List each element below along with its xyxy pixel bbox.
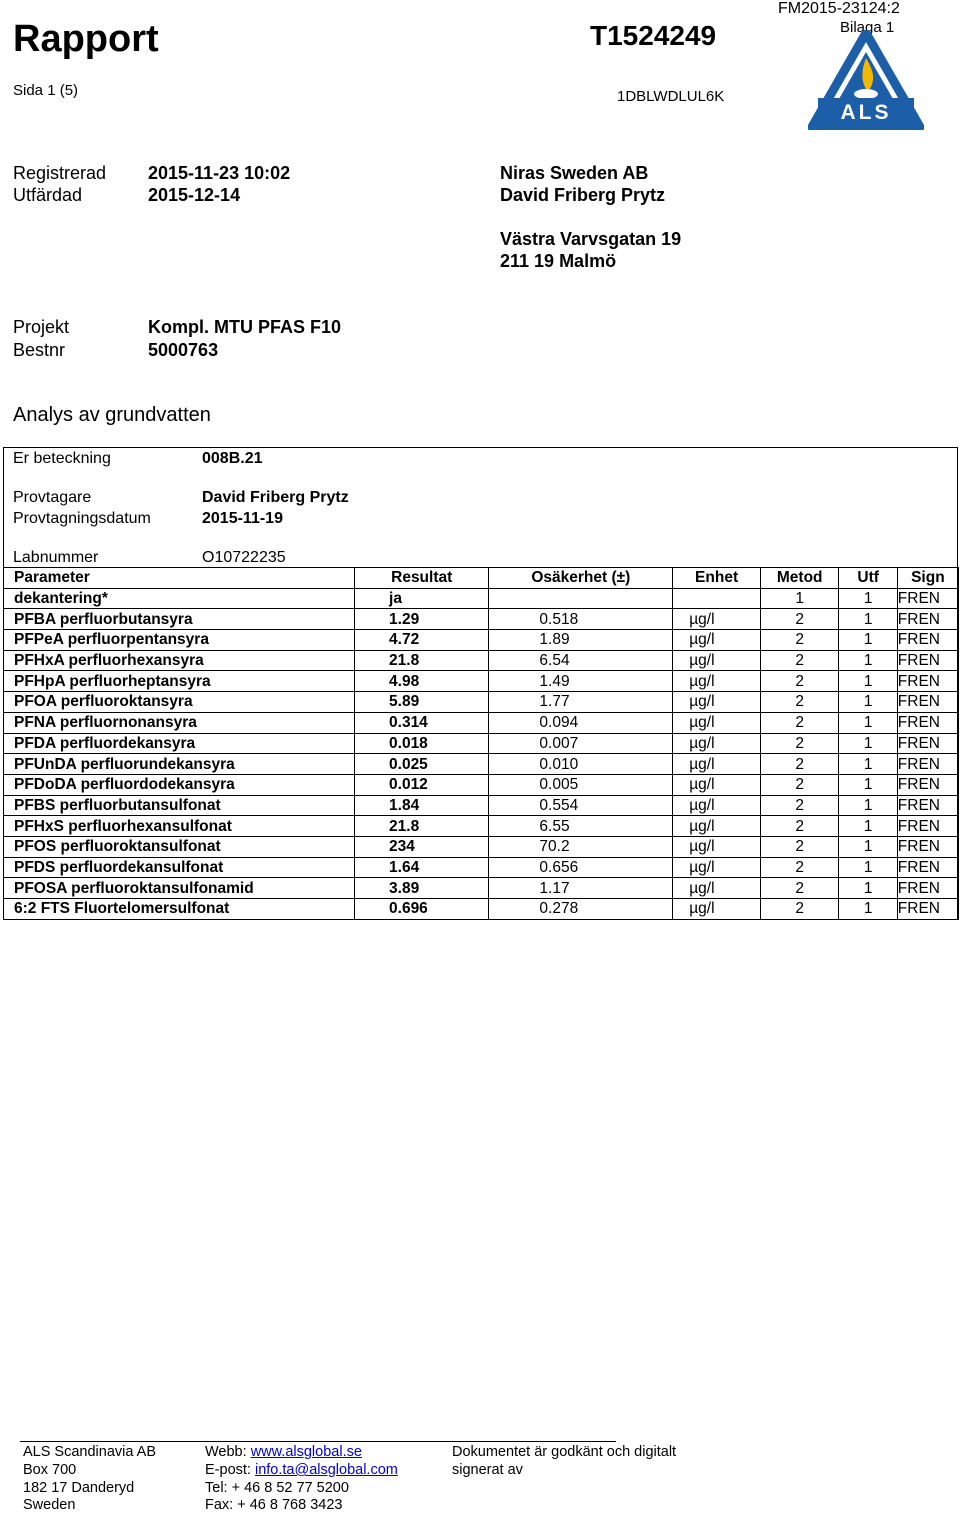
cell-uncertainty: 0.005 xyxy=(489,774,673,795)
cell-unit: µg/l xyxy=(673,733,761,754)
cell-utf: 1 xyxy=(839,899,897,920)
cell-sign: FREN xyxy=(897,878,958,899)
cell-method: 2 xyxy=(760,754,839,775)
cell-method: 2 xyxy=(760,836,839,857)
cell-result: 1.84 xyxy=(355,795,489,816)
cell-parameter: PFDS perfluordekansulfonat xyxy=(4,857,355,878)
footer-email xyxy=(205,1462,398,1478)
lab-value: O10722235 xyxy=(202,549,286,566)
cell-uncertainty: 0.278 xyxy=(489,899,673,920)
report-title: Rapport xyxy=(13,18,159,60)
cell-sign: FREN xyxy=(897,816,958,837)
cell-sign: FREN xyxy=(897,588,958,609)
table-row xyxy=(4,650,959,671)
footer-signed-1: Dokumentet är godkänt och digitalt xyxy=(452,1444,677,1460)
cell-uncertainty: 6.54 xyxy=(489,650,673,671)
cell-sign: FREN xyxy=(897,650,958,671)
cell-parameter: PFDA perfluordekansyra xyxy=(4,733,355,754)
cell-uncertainty: 0.007 xyxy=(489,733,673,754)
footer-divider xyxy=(20,1441,616,1442)
cell-parameter: PFOA perfluoroktansyra xyxy=(4,692,355,713)
cell-sign: FREN xyxy=(897,609,958,630)
cell-uncertainty: 0.518 xyxy=(489,609,673,630)
cell-method: 2 xyxy=(760,816,839,837)
cell-sign: FREN xyxy=(897,857,958,878)
cell-uncertainty: 70.2 xyxy=(489,836,673,857)
web-link[interactable]: www.alsglobal.se xyxy=(250,1444,362,1460)
cell-utf: 1 xyxy=(839,836,897,857)
table-header-row xyxy=(4,568,959,589)
designation-value: 008B.21 xyxy=(202,450,263,467)
cell-sign: FREN xyxy=(897,630,958,651)
cell-method: 2 xyxy=(760,609,839,630)
cell-sign: FREN xyxy=(897,692,958,713)
col-method: Metod xyxy=(760,568,839,589)
cell-unit: µg/l xyxy=(673,857,761,878)
cell-method: 1 xyxy=(760,588,839,609)
cell-parameter: PFHxA perfluorhexansyra xyxy=(4,650,355,671)
cell-uncertainty: 1.49 xyxy=(489,671,673,692)
cell-result: 234 xyxy=(355,836,489,857)
table-row xyxy=(4,712,959,733)
cell-parameter: PFHpA perfluorheptansyra xyxy=(4,671,355,692)
col-parameter: Parameter xyxy=(4,568,355,589)
registered-label: Registrerad xyxy=(13,163,107,183)
cell-unit: µg/l xyxy=(673,836,761,857)
cell-parameter: PFBA perfluorbutansyra xyxy=(4,609,355,630)
registered-value: 2015-11-23 10:02 xyxy=(148,163,291,183)
cell-parameter: PFPeA perfluorpentansyra xyxy=(4,630,355,651)
table-row xyxy=(4,588,959,609)
cell-result: 0.018 xyxy=(355,733,489,754)
report-number: T1524249 xyxy=(590,20,717,51)
cell-uncertainty: 0.554 xyxy=(489,795,673,816)
als-logo xyxy=(808,30,924,130)
cell-unit: µg/l xyxy=(673,650,761,671)
recipient-street: Västra Varvsgatan 19 xyxy=(500,229,682,249)
cell-parameter: PFOSA perfluoroktansulfonamid xyxy=(4,878,355,899)
recipient-contact: David Friberg Prytz xyxy=(500,185,666,205)
date-value: 2015-11-19 xyxy=(202,510,283,527)
cell-method: 2 xyxy=(760,774,839,795)
cell-utf: 1 xyxy=(839,795,897,816)
table-row xyxy=(4,899,959,920)
form-id: FM2015-23124:2 xyxy=(778,0,900,17)
cell-unit: µg/l xyxy=(673,795,761,816)
table-row xyxy=(4,630,959,651)
date-label: Provtagningsdatum xyxy=(13,510,151,527)
cell-result: 0.696 xyxy=(355,899,489,920)
cell-sign: FREN xyxy=(897,733,958,754)
document-id: 1DBLWDLUL6K xyxy=(617,88,725,105)
cell-result: 1.29 xyxy=(355,609,489,630)
recipient-city: 211 19 Malmö xyxy=(500,251,617,271)
table-row xyxy=(4,857,959,878)
cell-unit: µg/l xyxy=(673,630,761,651)
cell-uncertainty: 1.77 xyxy=(489,692,673,713)
cell-unit: µg/l xyxy=(673,671,761,692)
cell-parameter: PFNA perfluornonansyra xyxy=(4,712,355,733)
footer-web xyxy=(205,1444,362,1460)
cell-uncertainty: 1.89 xyxy=(489,630,673,651)
order-label: Bestnr xyxy=(13,340,66,360)
cell-result: 0.012 xyxy=(355,774,489,795)
footer-signed-2: signerat av xyxy=(452,1462,523,1478)
cell-utf: 1 xyxy=(839,609,897,630)
cell-result: 4.72 xyxy=(355,630,489,651)
email-link[interactable]: info.ta@alsglobal.com xyxy=(254,1462,398,1478)
cell-result: 1.64 xyxy=(355,857,489,878)
cell-parameter: dekantering* xyxy=(4,588,355,609)
cell-parameter: PFDoDA perfluordodekansyra xyxy=(4,774,355,795)
cell-result: 0.314 xyxy=(355,712,489,733)
cell-parameter: PFOS perfluoroktansulfonat xyxy=(4,836,355,857)
cell-utf: 1 xyxy=(839,878,897,899)
table-row xyxy=(4,816,959,837)
cell-method: 2 xyxy=(760,878,839,899)
table-row xyxy=(4,754,959,775)
cell-utf: 1 xyxy=(839,774,897,795)
cell-result: 21.8 xyxy=(355,650,489,671)
col-uncertainty: Osäkerhet (±) xyxy=(489,568,673,589)
cell-utf: 1 xyxy=(839,650,897,671)
cell-method: 2 xyxy=(760,630,839,651)
web-label: Webb: xyxy=(205,1444,251,1460)
col-unit: Enhet xyxy=(673,568,761,589)
cell-utf: 1 xyxy=(839,712,897,733)
cell-result: ja xyxy=(355,588,489,609)
issued-label: Utfärdad xyxy=(13,185,83,205)
col-utf: Utf xyxy=(839,568,897,589)
cell-uncertainty: 0.094 xyxy=(489,712,673,733)
footer-country: Sweden xyxy=(23,1497,76,1513)
email-label: E-post: xyxy=(205,1462,255,1478)
order-value: 5000763 xyxy=(148,340,219,360)
table-row xyxy=(4,795,959,816)
cell-unit xyxy=(673,588,761,609)
cell-utf: 1 xyxy=(839,733,897,754)
cell-uncertainty: 0.010 xyxy=(489,754,673,775)
footer-box: Box 700 xyxy=(23,1462,77,1478)
cell-sign: FREN xyxy=(897,712,958,733)
cell-parameter: 6:2 FTS Fluortelomersulfonat xyxy=(4,899,355,920)
cell-result: 21.8 xyxy=(355,816,489,837)
cell-method: 2 xyxy=(760,692,839,713)
page-number: Sida 1 (5) xyxy=(13,82,79,99)
cell-result: 4.98 xyxy=(355,671,489,692)
cell-result: 3.89 xyxy=(355,878,489,899)
cell-utf: 1 xyxy=(839,754,897,775)
table-row xyxy=(4,609,959,630)
cell-method: 2 xyxy=(760,650,839,671)
cell-utf: 1 xyxy=(839,630,897,651)
cell-unit: µg/l xyxy=(673,754,761,775)
cell-utf: 1 xyxy=(839,671,897,692)
cell-sign: FREN xyxy=(897,671,958,692)
table-row xyxy=(4,878,959,899)
cell-uncertainty: 1.17 xyxy=(489,878,673,899)
table-row xyxy=(4,671,959,692)
table-row xyxy=(4,692,959,713)
analysis-title: Analys av grundvatten xyxy=(13,404,211,426)
cell-result: 0.025 xyxy=(355,754,489,775)
cell-utf: 1 xyxy=(839,692,897,713)
cell-method: 2 xyxy=(760,733,839,754)
cell-unit: µg/l xyxy=(673,692,761,713)
results-table xyxy=(3,567,959,920)
cell-method: 2 xyxy=(760,857,839,878)
cell-utf: 1 xyxy=(839,857,897,878)
cell-method: 2 xyxy=(760,712,839,733)
lab-label: Labnummer xyxy=(13,549,99,566)
cell-method: 2 xyxy=(760,899,839,920)
cell-sign: FREN xyxy=(897,836,958,857)
cell-unit: µg/l xyxy=(673,609,761,630)
cell-unit: µg/l xyxy=(673,816,761,837)
footer-fax: Fax: + 46 8 768 3423 xyxy=(205,1497,343,1513)
designation-label: Er beteckning xyxy=(13,450,111,467)
cell-parameter: PFUnDA perfluorundekansyra xyxy=(4,754,355,775)
cell-utf: 1 xyxy=(839,816,897,837)
cell-method: 2 xyxy=(760,795,839,816)
cell-sign: FREN xyxy=(897,795,958,816)
project-value: Kompl. MTU PFAS F10 xyxy=(148,317,342,337)
cell-result: 5.89 xyxy=(355,692,489,713)
cell-parameter: PFHxS perfluorhexansulfonat xyxy=(4,816,355,837)
cell-sign: FREN xyxy=(897,899,958,920)
cell-unit: µg/l xyxy=(673,878,761,899)
cell-sign: FREN xyxy=(897,774,958,795)
project-label: Projekt xyxy=(13,317,70,337)
cell-uncertainty: 0.656 xyxy=(489,857,673,878)
cell-sign: FREN xyxy=(897,754,958,775)
table-row xyxy=(4,774,959,795)
recipient-company: Niras Sweden AB xyxy=(500,163,649,183)
sampler-value: David Friberg Prytz xyxy=(202,489,349,506)
issued-value: 2015-12-14 xyxy=(148,185,241,205)
table-row xyxy=(4,733,959,754)
attachment-label: Bilaga 1 xyxy=(840,19,895,36)
footer-tel: Tel: + 46 8 52 77 5200 xyxy=(205,1480,349,1496)
sampler-label: Provtagare xyxy=(13,489,92,506)
cell-unit: µg/l xyxy=(673,712,761,733)
cell-method: 2 xyxy=(760,671,839,692)
cell-parameter: PFBS perfluorbutansulfonat xyxy=(4,795,355,816)
logo-text: ALS xyxy=(840,101,892,124)
cell-utf: 1 xyxy=(839,588,897,609)
footer-company: ALS Scandinavia AB xyxy=(23,1444,157,1460)
cell-uncertainty: 6.55 xyxy=(489,816,673,837)
col-sign: Sign xyxy=(897,568,958,589)
col-result: Resultat xyxy=(355,568,489,589)
cell-unit: µg/l xyxy=(673,899,761,920)
footer-postal: 182 17 Danderyd xyxy=(23,1480,135,1496)
cell-uncertainty xyxy=(489,588,673,609)
cell-unit: µg/l xyxy=(673,774,761,795)
table-row xyxy=(4,836,959,857)
